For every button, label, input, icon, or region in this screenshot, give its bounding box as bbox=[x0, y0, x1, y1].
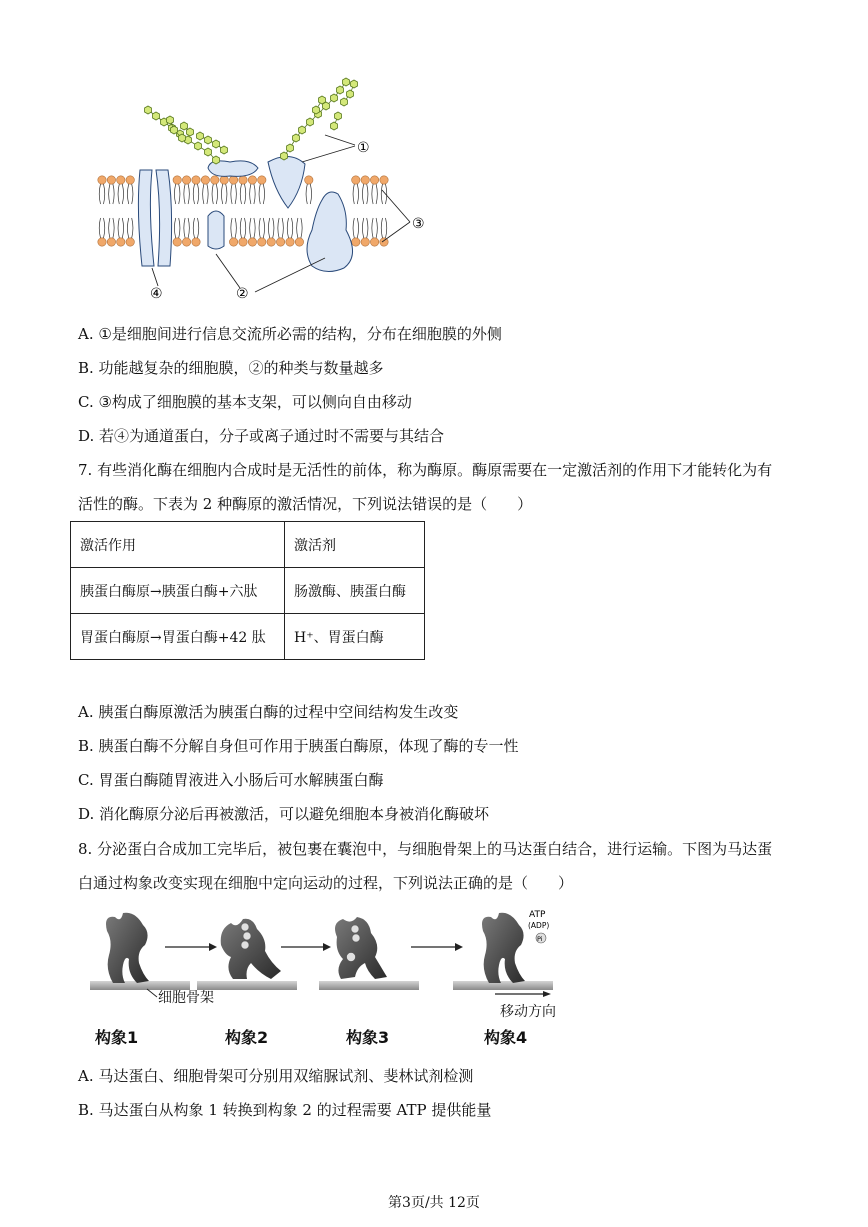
phospholipid bbox=[286, 218, 294, 246]
sugar-unit bbox=[293, 134, 300, 142]
arrow-2-3 bbox=[281, 943, 331, 951]
sugar-unit bbox=[195, 142, 202, 150]
q7-option-b: B. 胰蛋白酶不分解自身但可作用于胰蛋白酶原，体现了酶的专一性 bbox=[78, 737, 519, 755]
movement-direction-arrow bbox=[495, 991, 551, 997]
q6-option-d: D. 若④为通道蛋白，分子或离子通过时不需要与其结合 bbox=[78, 427, 445, 445]
sugar-unit bbox=[319, 96, 326, 104]
phospholipid bbox=[192, 218, 200, 246]
sugar-unit bbox=[187, 128, 194, 136]
motor-protein-conformation-1 bbox=[106, 913, 149, 983]
phospholipid bbox=[117, 218, 125, 246]
sugar-unit bbox=[347, 90, 354, 98]
phospholipid bbox=[248, 176, 256, 204]
phospholipid bbox=[352, 218, 360, 246]
phospholipid bbox=[201, 176, 209, 204]
phospholipid bbox=[220, 176, 228, 204]
pi-label: Pi bbox=[537, 935, 543, 943]
sugar-unit bbox=[331, 122, 338, 130]
sugar-unit bbox=[307, 118, 314, 126]
q6-option-a: A. ①是细胞间进行信息交流所必需的结构，分布在细胞膜的外侧 bbox=[78, 325, 502, 343]
direction-label: 移动方向 bbox=[500, 1004, 556, 1020]
q7-option-c: C. 胃蛋白酶随胃液进入小肠后可水解胰蛋白酶 bbox=[78, 771, 384, 789]
adp-label: (ADP) bbox=[528, 921, 550, 930]
table-header: 激活作用 bbox=[71, 522, 285, 568]
atp-label: ATP bbox=[529, 910, 546, 920]
label-2: ② bbox=[236, 286, 249, 302]
arrow-1-2 bbox=[165, 943, 217, 951]
sugar-unit bbox=[299, 126, 306, 134]
table-cell: 肠激酶、胰蛋白酶 bbox=[285, 568, 425, 614]
sugar-unit bbox=[337, 86, 344, 94]
table-cell: H⁺、胃蛋白酶 bbox=[285, 614, 425, 660]
q8-option-b: B. 马达蛋白从构象 1 转换到构象 2 的过程需要 ATP 提供能量 bbox=[78, 1101, 492, 1119]
phospholipid bbox=[107, 218, 115, 246]
conformation-1-label: 构象1 bbox=[95, 1028, 139, 1047]
phospholipid bbox=[258, 218, 266, 246]
phospholipid bbox=[361, 176, 369, 204]
phospholipid bbox=[361, 218, 369, 246]
table-cell: 胰蛋白酶原→胰蛋白酶+六肽 bbox=[71, 568, 285, 614]
phospholipid bbox=[239, 176, 247, 204]
phospholipid bbox=[98, 218, 106, 246]
sugar-chains bbox=[145, 78, 358, 164]
label-4: ④ bbox=[150, 286, 163, 302]
arrow-3-4 bbox=[411, 943, 463, 951]
phospholipid bbox=[126, 218, 134, 246]
q7-stem-line1: 7. 有些消化酶在细胞内合成时是无活性的前体，称为酶原。酶原需要在一定激活剂的作用下才能转化为有 bbox=[78, 461, 773, 479]
sugar-unit bbox=[281, 152, 288, 160]
sugar-unit bbox=[205, 148, 212, 156]
sugar-unit bbox=[205, 136, 212, 144]
sugar-unit bbox=[213, 156, 220, 164]
q7-option-d: D. 消化酶原分泌后再被激活，可以避免细胞本身被消化酶破坏 bbox=[78, 805, 490, 823]
phospholipid bbox=[173, 176, 181, 204]
transmembrane-protein bbox=[307, 192, 353, 272]
zymogen-activation-table bbox=[70, 521, 425, 660]
phospholipid bbox=[107, 176, 115, 204]
phospholipid bbox=[276, 218, 284, 246]
channel-protein bbox=[138, 170, 154, 266]
sugar-unit bbox=[221, 146, 228, 154]
table-cell: 胃蛋白酶原→胃蛋白酶+42 肽 bbox=[71, 614, 285, 660]
sugar-unit bbox=[335, 112, 342, 120]
conformation-3-label: 构象3 bbox=[346, 1028, 390, 1047]
page-footer: 第3页/共 12页 bbox=[388, 1195, 480, 1211]
motor-protein-conformation-2 bbox=[221, 919, 281, 979]
motor-protein-conformation-3 bbox=[335, 917, 387, 979]
phospholipid bbox=[239, 218, 247, 246]
q7-option-a: A. 胰蛋白酶原激活为胰蛋白酶的过程中空间结构发生改变 bbox=[78, 703, 459, 721]
phospholipid bbox=[305, 176, 313, 204]
phospholipid bbox=[192, 176, 200, 204]
cell-membrane-figure bbox=[90, 70, 450, 310]
q8-stem-line2: 白通过构象改变实现在细胞中定向运动的过程，下列说法正确的是（ ） bbox=[78, 874, 574, 892]
table-header: 激活剂 bbox=[285, 522, 425, 568]
phospholipid bbox=[370, 176, 378, 204]
glycoprotein-mid bbox=[268, 156, 305, 208]
sugar-unit bbox=[213, 140, 220, 148]
sugar-unit bbox=[167, 116, 174, 124]
sugar-unit bbox=[313, 106, 320, 114]
phospholipid bbox=[352, 176, 360, 204]
q8-option-a: A. 马达蛋白、细胞骨架可分别用双缩脲试剂、斐林试剂检测 bbox=[78, 1067, 474, 1085]
phospholipid bbox=[117, 176, 125, 204]
phospholipid bbox=[248, 218, 256, 246]
q8-stem-line1: 8. 分泌蛋白合成加工完毕后，被包裹在囊泡中，与细胞骨架上的马达蛋白结合，进行运输。下图为马达蛋 bbox=[78, 840, 773, 858]
phospholipid bbox=[380, 176, 388, 204]
phospholipid bbox=[229, 176, 237, 204]
sugar-unit bbox=[197, 132, 204, 140]
phospholipid bbox=[229, 218, 237, 246]
table-row bbox=[71, 614, 425, 660]
sugar-unit bbox=[181, 122, 188, 130]
phospholipid bbox=[370, 218, 378, 246]
sugar-unit bbox=[287, 144, 294, 152]
sugar-unit bbox=[341, 98, 348, 106]
phospholipid bbox=[267, 218, 275, 246]
motor-protein-conformation-4 bbox=[482, 913, 525, 983]
label-3: ③ bbox=[412, 216, 425, 232]
phospholipid bbox=[182, 218, 190, 246]
q6-option-b: B. 功能越复杂的细胞膜，②的种类与数量越多 bbox=[78, 359, 384, 377]
phospholipid bbox=[182, 176, 190, 204]
phospholipid bbox=[126, 176, 134, 204]
table-row bbox=[71, 568, 425, 614]
conformation-4-label: 构象4 bbox=[484, 1028, 528, 1047]
inner-protein bbox=[208, 211, 224, 249]
phospholipid bbox=[173, 218, 181, 246]
sugar-unit bbox=[145, 106, 152, 114]
q6-option-c: C. ③构成了细胞膜的基本支架，可以侧向自由移动 bbox=[78, 393, 412, 411]
sugar-unit bbox=[179, 134, 186, 142]
cytoskeleton-label: 细胞骨架 bbox=[158, 990, 214, 1006]
cytoskeleton-bar bbox=[453, 981, 553, 990]
sugar-unit bbox=[171, 126, 178, 134]
phospholipid bbox=[98, 176, 106, 204]
sugar-unit bbox=[331, 94, 338, 102]
sugar-unit bbox=[153, 112, 160, 120]
channel-protein-right bbox=[156, 170, 172, 266]
table-header-row bbox=[71, 522, 425, 568]
conformation-2-label: 构象2 bbox=[225, 1028, 269, 1047]
label-1: ① bbox=[357, 140, 370, 156]
sugar-unit bbox=[343, 78, 350, 86]
phospholipid bbox=[295, 218, 303, 246]
phospholipid bbox=[380, 218, 388, 246]
phospholipid bbox=[258, 176, 266, 204]
cytoskeleton-bar bbox=[319, 981, 419, 990]
sugar-unit bbox=[351, 80, 358, 88]
phospholipid bbox=[211, 176, 219, 204]
q7-stem-line2: 活性的酶。下表为 2 种酶原的激活情况，下列说法错误的是（ ） bbox=[78, 495, 533, 513]
